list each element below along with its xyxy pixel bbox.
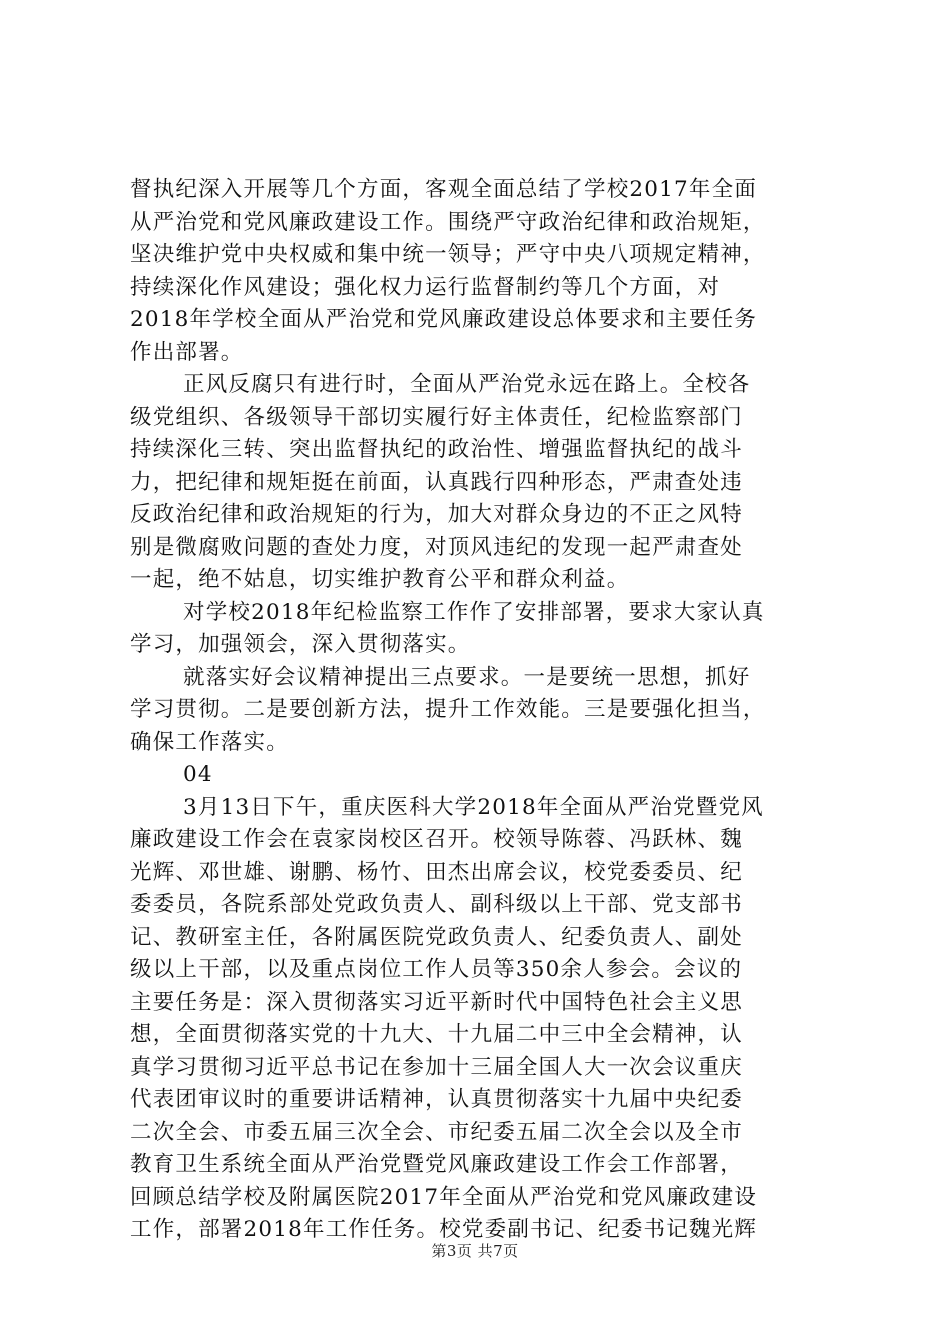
text-line: 代表团审议时的重要讲话精神，认真贯彻落实十九届中央纪委: [130, 1087, 743, 1112]
text-line: 督执纪深入开展等几个方面，客观全面总结了学校2017年全面: [130, 177, 758, 202]
text-line: 学习，加强领会，深入贯彻落实。: [130, 632, 471, 657]
text-line: 记、教研室主任，各附属医院党政负责人、纪委负责人、副处: [130, 924, 743, 950]
document-body: [130, 174, 830, 1247]
text-line: 一起，绝不姑息，切实维护教育公平和群众利益。: [130, 567, 630, 592]
text-line: 教育卫生系统全面从严治党暨党风廉政建设工作会工作部署，: [130, 1152, 743, 1177]
text-line: 持续深化三转、突出监督执纪的政治性、增强监督执纪的战斗: [130, 437, 743, 462]
text-line: 级以上干部，以及重点岗位工作人员等350余人参会。会议的: [130, 957, 743, 982]
text-line: 主要任务是：深入贯彻落实习近平新时代中国特色社会主义思: [130, 989, 743, 1015]
text-line: 委委员，各院系部处党政负责人、副科级以上干部、党支部书: [130, 892, 743, 917]
text-line: 力，把纪律和规矩挺在前面，认真践行四种形态，严肃查处违: [130, 469, 743, 495]
text-line: 04: [183, 762, 213, 787]
text-line: 反政治纪律和政治规矩的行为，加大对群众身边的不正之风特: [130, 502, 743, 527]
text-line: 别是微腐败问题的查处力度，对顶风违纪的发现一起严肃查处: [130, 534, 743, 560]
text-line: 持续深化作风建设；强化权力运行监督制约等几个方面，对: [130, 274, 721, 300]
text-line: 3月13日下午，重庆医科大学2018年全面从严治党暨党风: [183, 794, 764, 820]
text-line: 回顾总结学校及附属医院2017年全面从严治党和党风廉政建设: [130, 1184, 758, 1210]
text-line: 学习贯彻。二是要创新方法，提升工作效能。三是要强化担当，: [130, 697, 766, 722]
text-line: 二次全会、市委五届三次全会、市纪委五届二次全会以及全市: [130, 1119, 743, 1145]
text-line: 2018年学校全面从严治党和党风廉政建设总体要求和主要任务: [130, 307, 758, 332]
text-line: 级党组织、各级领导干部切实履行好主体责任，纪检监察部门: [130, 404, 743, 430]
text-line: 对学校2018年纪检监察工作作了安排部署，要求大家认真: [183, 599, 765, 625]
text-line: 真学习贯彻习近平总书记在参加十三届全国人大一次会议重庆: [130, 1054, 743, 1080]
text-line: 廉政建设工作会在袁家岗校区召开。校领导陈蓉、冯跃林、魏: [130, 827, 743, 852]
text-line: 正风反腐只有进行时，全面从严治党永远在路上。全校各: [183, 372, 751, 397]
text-line: 工作，部署2018年工作任务。校党委副书记、纪委书记魏光辉: [130, 1217, 758, 1242]
text-line: 光辉、邓世雄、谢鹏、杨竹、田杰出席会议，校党委委员、纪: [130, 859, 743, 885]
text-line: 确保工作落实。: [130, 729, 289, 755]
text-line: 作出部署。: [130, 339, 244, 365]
text-line: 想，全面贯彻落实党的十九大、十九届二中三中全会精神，认: [130, 1022, 743, 1047]
text-line: 坚决维护党中央权威和集中统一领导；严守中央八项规定精神，: [130, 242, 766, 267]
page-number-footer: 第3页 共7页: [431, 1242, 519, 1260]
text-line: 从严治党和党风廉政建设工作。围绕严守政治纪律和政治规矩，: [130, 209, 766, 235]
text-line: 就落实好会议精神提出三点要求。一是要统一思想，抓好: [183, 664, 751, 690]
